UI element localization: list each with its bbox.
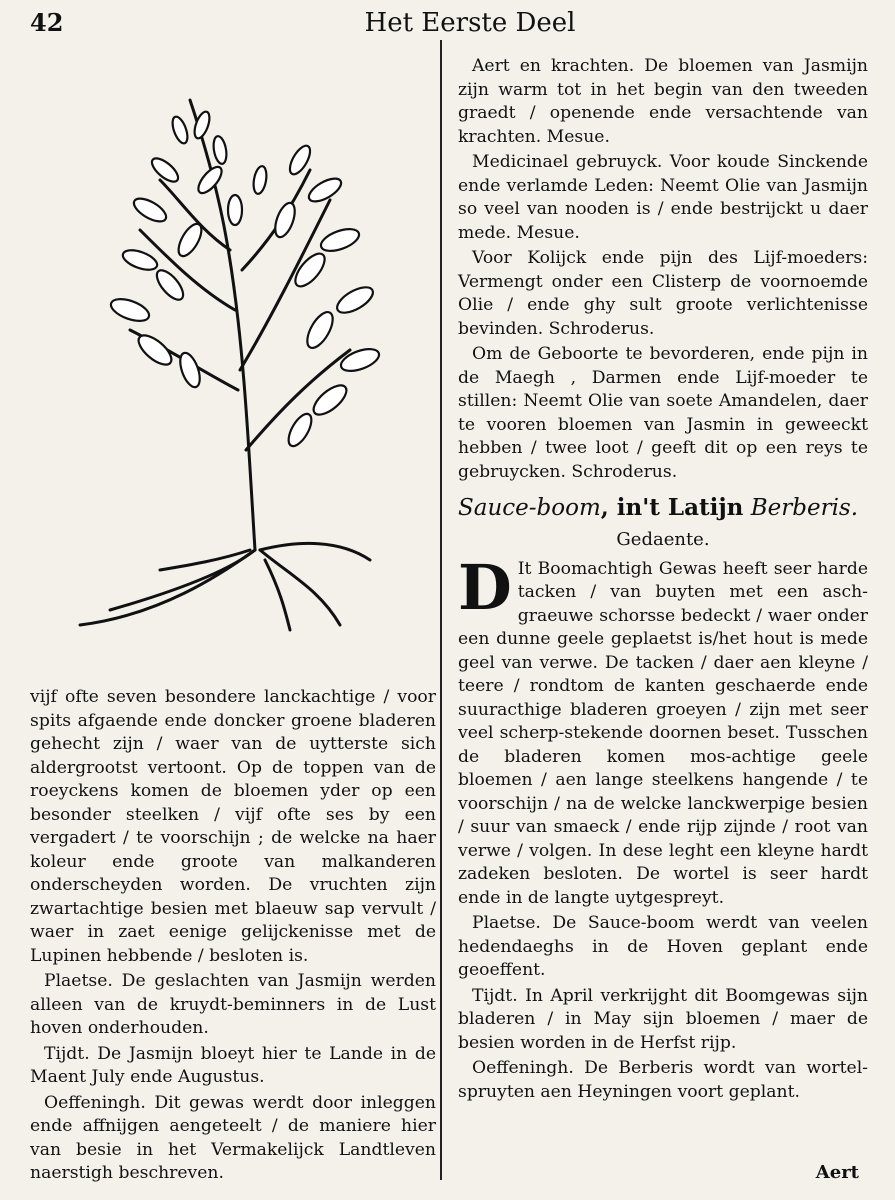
- paragraph: vijf ofte seven besondere lanckachtige / voor spits afgaende ende doncker groene bladeren gehecht zijn / waer van de uytterste sich aldergrootst vertoont. Op de toppen van de roeyckens komen de bloemen yder op een besonder steelken / vijf ofte ses by een vergadert / te voorschijn ; de welcke na haer koleur ende groote van malkanderen onderscheyden worden. De vruchten zijn zwartachtige besien met blaeuw sap vervult / waer in zaet eenige gelijckenisse met de Lupinen hebbende / besloten is.: [30, 687, 436, 966]
- paragraph: Plaetse. De Sauce-boom werdt van veelen hedendaeghs in de Hoven geplant ende geoeffent.: [458, 913, 868, 980]
- page-number: 42: [30, 8, 64, 37]
- drop-cap: D: [458, 550, 512, 624]
- paragraph: Oeffeningh. De Berberis wordt van wortel-spruyten aen Heyningen voort geplant.: [458, 1058, 868, 1102]
- paragraph: Tijdt. De Jasmijn bloeyt hier te Lande in de Maent July ende Augustus.: [30, 1043, 436, 1087]
- sub-heading: Gedaente.: [616, 529, 710, 550]
- page-header: [0, 6, 895, 40]
- section-title-latin: Berberis.: [750, 495, 859, 521]
- paragraph: Plaetse. De geslachten van Jasmijn werden alleen van de kruydt-beminners in de Lust hoven onderhouden.: [30, 971, 436, 1038]
- paragraph: Aert en krachten. De bloemen van Jasmijn zijn warm tot in het begin van den tweeden graedt / openende ende versachtende van krachten. Mesue.: [458, 56, 868, 147]
- catchword: Aert: [815, 1162, 859, 1183]
- left-column: [30, 686, 436, 1188]
- jasmine-plant-woodcut-icon: [70, 70, 440, 640]
- right-column: [458, 55, 868, 1106]
- section-title-name: Sauce-boom: [458, 495, 601, 521]
- paragraph: Tijdt. In April verkrijght dit Boomgewas sijn bladeren / in May sijn bloemen / maer de besien worden in de Herfst rijp.: [458, 985, 868, 1053]
- running-title: Het Eerste Deel: [364, 8, 576, 38]
- paragraph: [458, 550, 868, 911]
- section-title: [458, 494, 868, 522]
- paragraph: Om de Geboorte te bevorderen, ende pijn in de Maegh , Darmen ende Lijf-moeder te stillen: Neemt Olie van soete Amandelen, daer te vooren bloemen van Jasmin in geweeckt hebben / twee loot / geeft dit op een reys te gebruycken. Schroderus.: [458, 344, 868, 482]
- paragraph: Voor Kolijck ende pijn des Lijf-moeders: Vermengt onder een Clisterp de voornoemde Olie / ende ghy sult groote verlichtenisse bevinden. Schroderus.: [458, 248, 868, 339]
- paragraph: Medicinael gebruyck. Voor koude Sinckende ende verlamde Leden: Neemt Olie van Jasmijn so veel van nooden is / ende bestrijckt u daer mede. Mesue.: [458, 152, 868, 243]
- paragraph: Oeffeningh. Dit gewas werdt door inleggen ende affnijgen aengeteelt / de maniere hier van besie in het Vermakelijck Landtleven naerstigh beschreven.: [30, 1092, 436, 1183]
- column-divider: [440, 40, 442, 1180]
- paragraph-text: It Boomachtigh Gewas heeft seer harde tacken / van buyten met een asch-graeuwe schorsse bedeckt / waer onder een dunne geele geplaetst is/het hout is mede geel van verwe. De tacken / daer aen kleyne / teere / rondtom de kanten geschaerde ende suuracthige bladeren groeyen / zijn met seer veel scherp-stekende doornen beset. Tusschen de bladeren komen mos-achtige geele bloemen / aen lange steelkens hangende / te voorschijn / na de welcke lanckwerpige besien / suur van smaeck / ende rijp zijnde / root van verwe / volgen. In dese leght een kleyne hardt zadeken besloten. De wortel is seer hardt ende in de langte uytgespreyt.: [458, 558, 868, 908]
- section-title-mid: , in't Latijn: [600, 494, 744, 521]
